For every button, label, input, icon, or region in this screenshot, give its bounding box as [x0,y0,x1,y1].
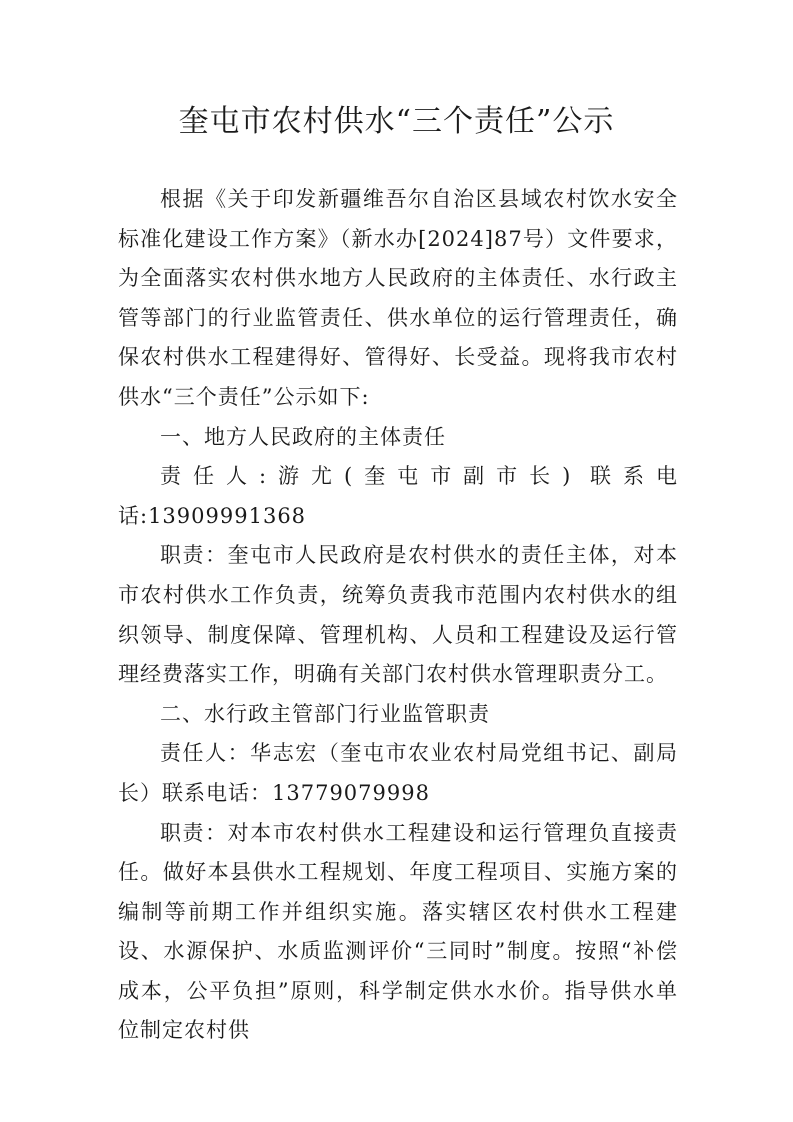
section-2-heading: 二、水行政主管部门行业监管职责 [160,701,490,726]
section-2-responsible: 责任人：华志宏（奎屯市农业农村局党组书记、副局长）联系电话：13779079998 [118,741,678,805]
intro-paragraph: 根据《关于印发新疆维吾尔自治区县域农村饮水安全标准化建设工作方案》（新水办[2024]87号）文件要求，为全面落实农村供水地方人民政府的主体责任、水行政主管等部门的行业监管责任、供水单位的运行管理责任，确保农村供水工程建得好、管得好、长受益。现将我市农村供水“三个责任”公示如下: [118,187,678,409]
section-1-duty: 职责：奎屯市人民政府是农村供水的责任主体，对本市农村供水工作负责，统筹负责我市范围内农村供水的组织领导、制度保障、管理机构、人员和工程建设及运行管理经费落实工作，明确有关部门农村供水管理职责分工。 [118,543,678,687]
page-title: 奎屯市农村供水“三个责任”公示 [178,104,615,139]
section-2-duty: 职责：对本市农村供水工程建设和运行管理负直接责任。做好本县供水工程规划、年度工程项目、实施方案的编制等前期工作并组织实施。落实辖区农村供水工程建设、水源保护、水质监测评价“三同时”制度。按照“补偿成本，公平负担”原则，科学制定供水水价。指导供水单位制定农村供 [118,820,678,1043]
document-body [118,180,678,1051]
section-1-responsible: 责任人:游尤(奎屯市副市长) 联系电话:13909991368 [118,464,678,528]
section-1-heading: 一、地方人民政府的主体责任 [160,424,446,449]
